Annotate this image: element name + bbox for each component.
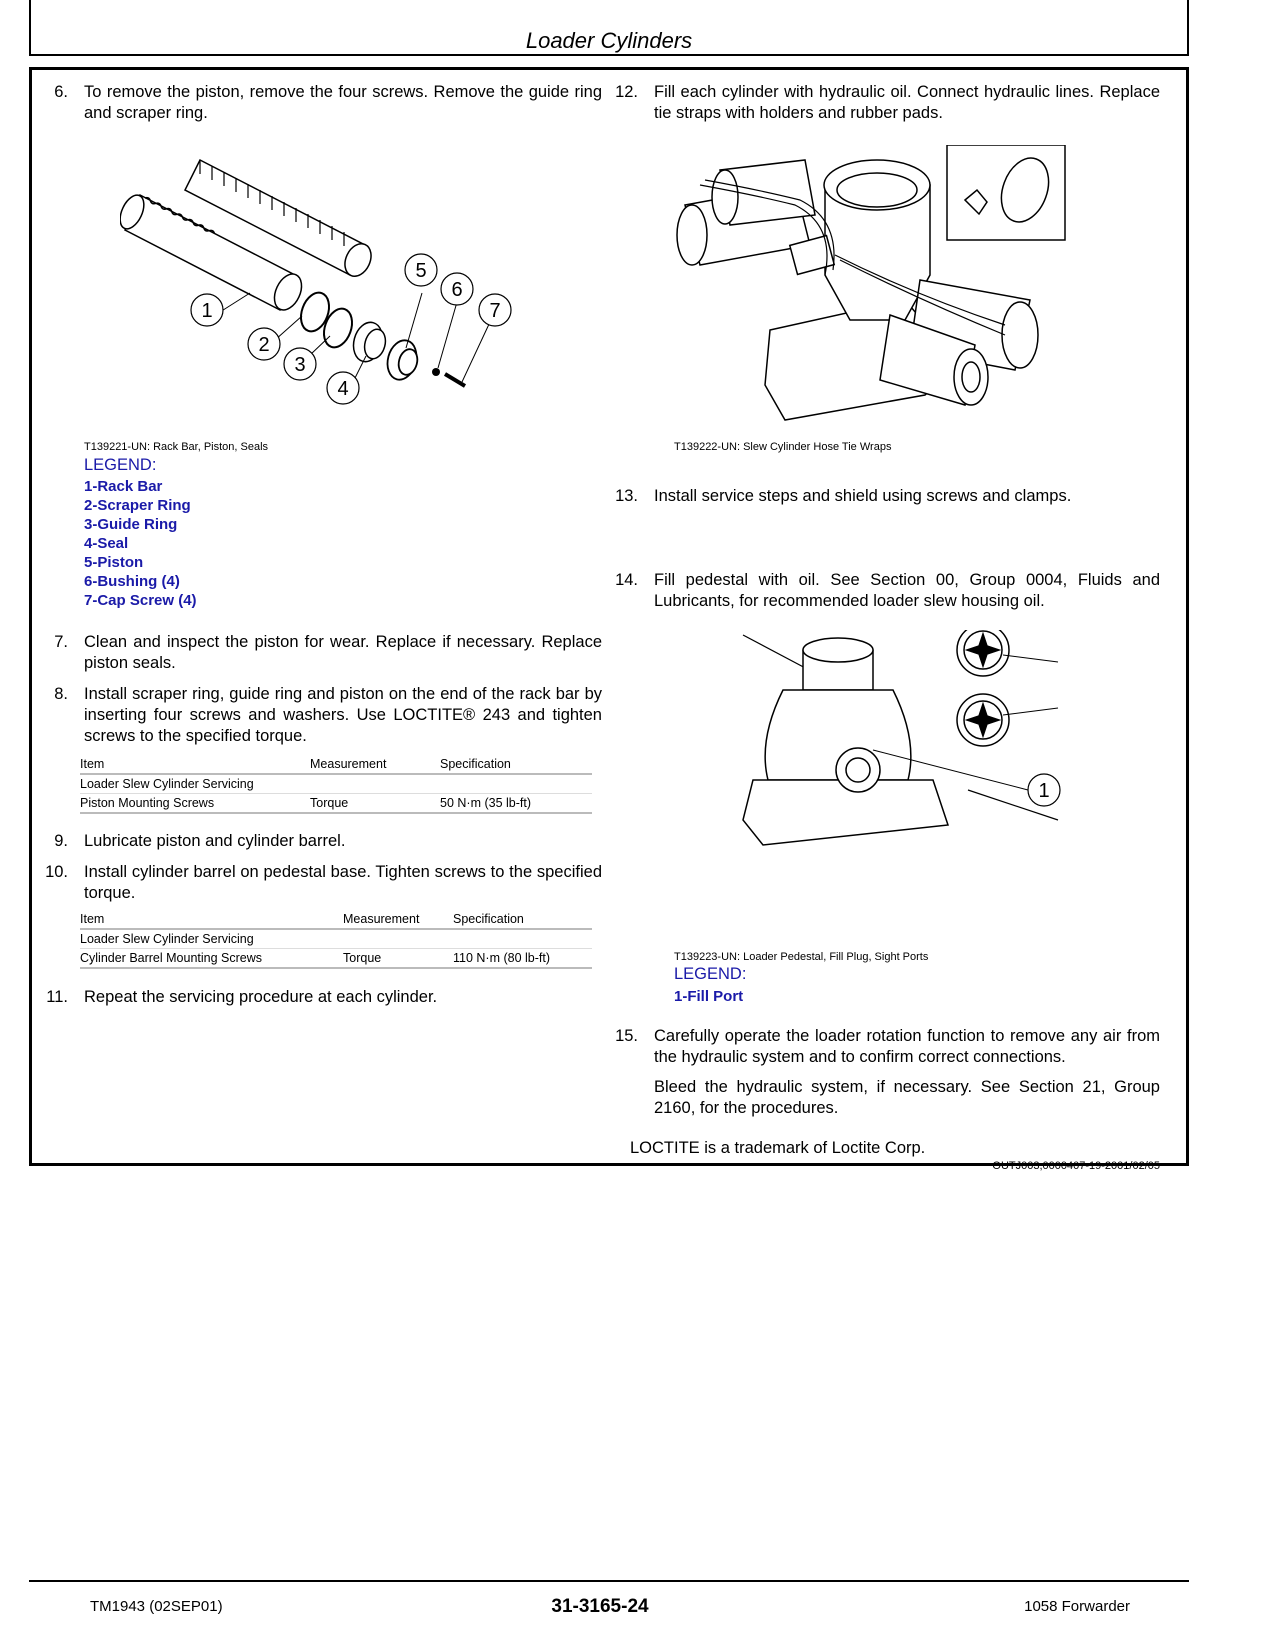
legend-item: 2-Scraper Ring	[84, 497, 191, 514]
step-number: 11.	[46, 988, 68, 1006]
figure-1-legend	[84, 477, 197, 610]
bushing	[432, 368, 440, 376]
figure-1-legend-title: LEGEND:	[84, 456, 157, 474]
step-text: Fill each cylinder with hydraulic oil. Connect hydraulic lines. Replace tie straps with holders and rubber pads.	[654, 83, 1160, 122]
loader-pedestal-figure	[738, 630, 1068, 865]
step-text: Lubricate piston and cylinder barrel.	[84, 832, 346, 850]
figure-3-legend-title: LEGEND:	[674, 965, 747, 983]
table-cell: 50 N·m (35 lb-ft)	[440, 794, 592, 814]
slew-cylinder-figure	[675, 145, 1115, 430]
table-group-row: Loader Slew Cylinder Servicing	[80, 929, 592, 949]
figure-2-caption: T139222-UN: Slew Cylinder Hose Tie Wraps	[674, 441, 892, 453]
cap-screw	[445, 374, 465, 386]
step-number: 8.	[54, 685, 68, 703]
step-number: 9.	[54, 832, 68, 850]
callout-3: 3	[294, 354, 306, 376]
table-group-row: Loader Slew Cylinder Servicing	[80, 774, 592, 794]
step-number: 7.	[54, 633, 68, 651]
step-number: 15.	[615, 1027, 638, 1045]
callout-6: 6	[451, 279, 463, 301]
figure-1-caption: T139221-UN: Rack Bar, Piston, Seals	[84, 441, 269, 453]
step-text: Clean and inspect the piston for wear. Replace if necessary. Replace piston seals.	[84, 633, 602, 672]
step-text: Repeat the servicing procedure at each cylinder.	[84, 988, 438, 1006]
trademark-note: LOCTITE is a trademark of Loctite Corp.	[630, 1139, 926, 1157]
legend-item: 1-Fill Port	[674, 988, 744, 1005]
legend-item: 5-Piston	[84, 554, 144, 571]
footer-product: 1058 Forwarder	[1024, 1598, 1130, 1615]
step-text: Carefully operate the loader rotation function to remove any air from the hydraulic system and to confirm correct connections.	[654, 1027, 1160, 1066]
legend-item: 4-Seal	[84, 535, 129, 552]
legend-item: 3-Guide Ring	[84, 516, 178, 533]
callout-7: 7	[489, 300, 501, 322]
table-cell: Torque	[343, 949, 453, 969]
table-cell: Torque	[310, 794, 440, 814]
figure-3-caption: T139223-UN: Loader Pedestal, Fill Plug, Sight Ports	[674, 951, 929, 963]
col-header-measurement: Measurement	[310, 755, 440, 774]
callout-4: 4	[337, 378, 349, 400]
piston	[383, 337, 420, 383]
legend-item: 7-Cap Screw (4)	[84, 592, 197, 609]
callout-2: 2	[258, 334, 270, 356]
spec-table-2	[80, 910, 592, 969]
col-header-item: Item	[80, 910, 343, 929]
legend-item: 1-Rack Bar	[84, 478, 163, 495]
spec-table-1	[80, 755, 592, 814]
callout-1: 1	[1038, 780, 1050, 802]
footer-rule	[29, 1580, 1189, 1582]
table-cell: Piston Mounting Screws	[80, 794, 310, 814]
col-header-specification: Specification	[453, 910, 592, 929]
rack-bar-piston-figure	[120, 150, 540, 430]
step-text: Fill pedestal with oil. See Section 00, Group 0004, Fluids and Lubricants, for recommended loader slew housing oil.	[654, 571, 1160, 610]
step-number: 10.	[45, 863, 68, 881]
page-title: Loader Cylinders	[525, 28, 693, 53]
col-header-item: Item	[80, 755, 310, 774]
callout-5: 5	[415, 260, 427, 282]
seal	[349, 319, 388, 365]
footer-page-number: 31-3165-24	[551, 1596, 649, 1617]
step-text: To remove the piston, remove the four screws. Remove the guide ring and scraper ring.	[84, 83, 602, 122]
sight-ports	[957, 630, 1009, 746]
step-text: Install scraper ring, guide ring and piston on the end of the rack bar by inserting four screws and washers. Use LOCTITE® 243 and tighten screws to the specified torque.	[84, 685, 602, 745]
step-text: Install cylinder barrel on pedestal base. Tighten screws to the specified torque.	[84, 863, 602, 902]
scraper-ring	[296, 289, 334, 335]
document-reference: OUTJ003,0000407-19-2001/02/05	[992, 1160, 1160, 1172]
table-cell: Cylinder Barrel Mounting Screws	[80, 949, 343, 969]
step-15-note: Bleed the hydraulic system, if necessary. See Section 21, Group 2160, for the procedures.	[654, 1078, 1160, 1117]
step-number: 12.	[615, 83, 638, 101]
footer-manual-id: TM1943 (02SEP01)	[90, 1598, 223, 1615]
col-header-specification: Specification	[440, 755, 592, 774]
step-number: 13.	[615, 487, 638, 505]
step-number: 14.	[615, 571, 638, 589]
pedestal-base	[743, 780, 948, 845]
step-number: 6.	[54, 83, 68, 101]
callout-1: 1	[201, 300, 213, 322]
guide-ring	[319, 305, 357, 351]
legend-item: 6-Bushing (4)	[84, 573, 180, 590]
step-text: Install service steps and shield using screws and clamps.	[654, 487, 1072, 505]
col-header-measurement: Measurement	[343, 910, 453, 929]
table-cell: 110 N·m (80 lb-ft)	[453, 949, 592, 969]
